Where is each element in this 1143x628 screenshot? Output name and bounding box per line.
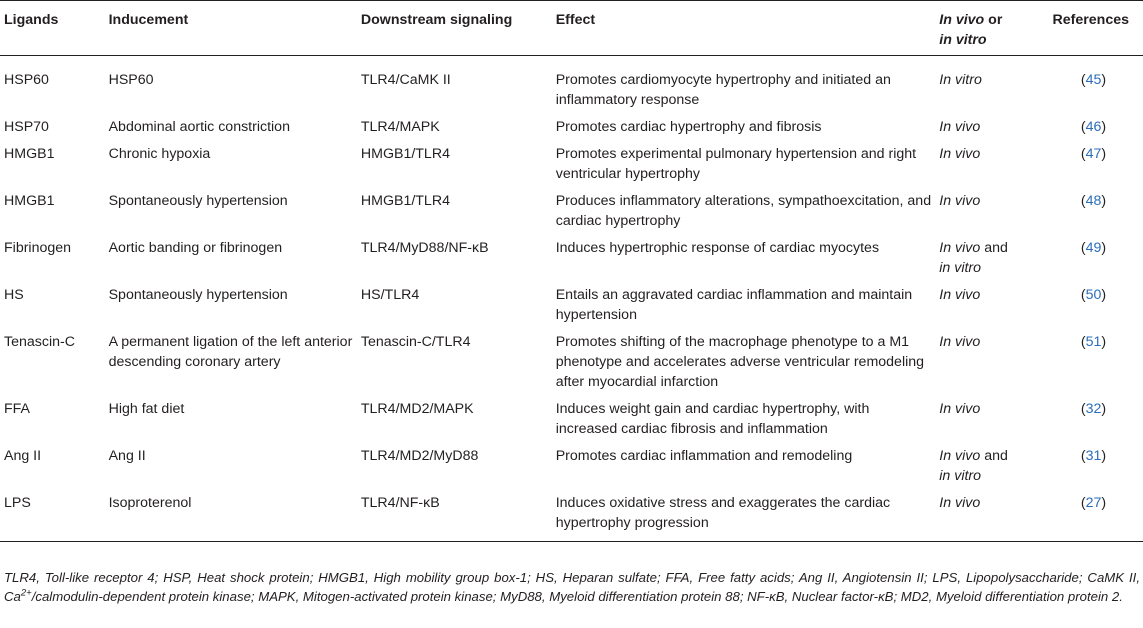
cell-reference — [1046, 140, 1143, 187]
cell-downstream-signaling: HS/TLR4 — [360, 287, 420, 303]
header-or: or — [988, 12, 1003, 28]
cell-downstream-signaling: TLR4/MAPK — [360, 119, 440, 135]
cell-model-primary: In vivo — [939, 193, 981, 209]
reference-open-paren: ( — [1080, 72, 1086, 88]
cell-reference — [1046, 113, 1143, 140]
cell-effect: Induces hypertrophic response of cardiac myocytes — [555, 240, 880, 256]
reference-close-paren: ) — [1101, 495, 1107, 511]
cell-ligand: HSP60 — [4, 72, 49, 88]
cell-reference — [1046, 395, 1143, 442]
reference-open-paren: ( — [1080, 448, 1086, 464]
cell-effect: Produces inflammatory alterations, sympathoexcitation, and cardiac hypertrophy — [555, 193, 932, 229]
reference-close-paren: ) — [1101, 334, 1107, 350]
cell-model-primary: In vivo — [939, 287, 981, 303]
cell-model-primary: In vivo — [939, 448, 981, 464]
reference-link[interactable]: 48 — [1085, 193, 1102, 209]
table-row — [0, 187, 1143, 234]
cell-model-secondary: in vitro — [939, 260, 982, 276]
header-ligands: Ligands — [0, 1, 105, 56]
cell-ligand: Ang II — [4, 448, 42, 464]
cell-model — [935, 234, 1046, 281]
cell-model-primary: In vivo — [939, 401, 981, 417]
cell-model — [935, 187, 1046, 234]
cell-downstream-signaling: HMGB1/TLR4 — [360, 146, 450, 162]
reference-link[interactable]: 45 — [1085, 72, 1102, 88]
cell-model-primary: In vivo — [939, 119, 981, 135]
cell-model — [935, 56, 1046, 114]
reference-link[interactable]: 49 — [1085, 240, 1102, 256]
table-row — [0, 234, 1143, 281]
cell-downstream-signaling: TLR4/MyD88/NF-κB — [360, 240, 489, 256]
table-body — [0, 56, 1143, 542]
cell-reference — [1046, 442, 1143, 489]
reference-link[interactable]: 47 — [1085, 146, 1102, 162]
reference-close-paren: ) — [1101, 72, 1107, 88]
reference-close-paren: ) — [1101, 193, 1107, 209]
cell-inducement: High fat diet — [108, 401, 185, 417]
cell-reference — [1046, 56, 1143, 114]
cell-effect: Entails an aggravated cardiac inflammation and maintain hypertension — [555, 287, 913, 323]
cell-ligand: Tenascin-C — [4, 334, 75, 350]
cell-model — [935, 489, 1046, 542]
header-in-vitro: in vitro — [939, 32, 987, 48]
reference-open-paren: ( — [1080, 240, 1086, 256]
cell-downstream-signaling: TLR4/MD2/MAPK — [360, 401, 474, 417]
cell-effect: Promotes experimental pulmonary hypertension and right ventricular hypertrophy — [555, 146, 917, 182]
table-row — [0, 328, 1143, 395]
cell-model-primary: In vivo — [939, 334, 981, 350]
header-effect: Effect — [552, 1, 936, 56]
reference-open-paren: ( — [1080, 334, 1086, 350]
reference-open-paren: ( — [1080, 146, 1086, 162]
cell-effect: Promotes cardiomyocyte hypertrophy and initiated an inflammatory response — [555, 72, 891, 108]
cell-ligand: HMGB1 — [4, 146, 55, 162]
table-row — [0, 56, 1143, 114]
reference-link[interactable]: 51 — [1085, 334, 1102, 350]
cell-inducement: Abdominal aortic constriction — [108, 119, 290, 135]
cell-model-and: and — [984, 240, 1008, 256]
cell-effect: Promotes cardiac inflammation and remodeling — [555, 448, 853, 464]
cell-inducement: Chronic hypoxia — [108, 146, 211, 162]
reference-link[interactable]: 27 — [1085, 495, 1102, 511]
reference-link[interactable]: 50 — [1085, 287, 1102, 303]
reference-close-paren: ) — [1101, 240, 1107, 256]
cell-ligand: Fibrinogen — [4, 240, 72, 256]
cell-effect: Promotes shifting of the macrophage phenotype to a M1 phenotype and accelerates adverse ventricular remodeling after myocardial infarction — [555, 334, 925, 390]
cell-model — [935, 395, 1046, 442]
reference-close-paren: ) — [1101, 146, 1107, 162]
cell-ligand: FFA — [4, 401, 31, 417]
cell-model-and: and — [984, 448, 1008, 464]
header-in-vivo-in-vitro — [935, 1, 1046, 56]
cell-inducement: A permanent ligation of the left anterior descending coronary artery — [108, 334, 353, 370]
reference-open-paren: ( — [1080, 287, 1086, 303]
cell-downstream-signaling: TLR4/NF-κB — [357, 489, 552, 542]
header-references: References — [1046, 1, 1143, 56]
cell-effect: Promotes cardiac hypertrophy and fibrosis — [555, 119, 822, 135]
cell-model — [935, 328, 1046, 395]
table-row — [0, 442, 1143, 489]
cell-model — [935, 281, 1046, 328]
cell-downstream-signaling: TLR4/MD2/MyD88 — [360, 448, 479, 464]
cell-inducement: Spontaneously hypertension — [108, 193, 288, 209]
reference-open-paren: ( — [1080, 193, 1086, 209]
cell-reference — [1046, 234, 1143, 281]
reference-open-paren: ( — [1080, 401, 1086, 417]
reference-close-paren: ) — [1101, 287, 1107, 303]
cell-downstream-signaling: HMGB1/TLR4 — [360, 193, 450, 209]
reference-open-paren: ( — [1080, 119, 1086, 135]
cell-ligand: HSP70 — [4, 119, 49, 135]
cell-downstream-signaling: TLR4/CaMK II — [360, 72, 451, 88]
cell-effect: Induces weight gain and cardiac hypertrophy, with increased cardiac fibrosis and inflammation — [555, 401, 870, 437]
cell-model — [935, 140, 1046, 187]
table-header — [0, 1, 1143, 56]
header-downstream-signaling: Downstream signaling — [357, 1, 552, 56]
cell-reference — [1046, 328, 1143, 395]
table-row — [0, 281, 1143, 328]
table-row — [0, 489, 1143, 542]
cell-model-primary: In vivo — [939, 240, 981, 256]
cell-model-secondary: in vitro — [939, 468, 982, 484]
cell-inducement: Aortic banding or fibrinogen — [108, 240, 283, 256]
reference-link[interactable]: 46 — [1085, 119, 1102, 135]
table-row — [0, 395, 1143, 442]
cell-reference — [1046, 187, 1143, 234]
cell-inducement: Spontaneously hypertension — [108, 287, 288, 303]
reference-close-paren: ) — [1101, 448, 1107, 464]
cell-inducement: Ang II — [108, 448, 146, 464]
cell-model-primary: In vitro — [939, 72, 982, 88]
cell-downstream-signaling: Tenascin-C/TLR4 — [360, 334, 471, 350]
reference-link[interactable]: 32 — [1085, 401, 1102, 417]
cell-ligand: HMGB1 — [4, 193, 55, 209]
header-inducement: Inducement — [105, 1, 357, 56]
cell-reference — [1046, 489, 1143, 542]
footnote-superscript: 2+ — [20, 587, 32, 599]
table-row — [0, 113, 1143, 140]
table-footnote — [4, 569, 1140, 606]
cell-effect: Induces oxidative stress and exaggerates the cardiac hypertrophy progression — [552, 489, 936, 542]
reference-close-paren: ) — [1101, 401, 1107, 417]
footnote-text-2: /calmodulin-dependent protein kinase; MAPK, Mitogen-activated protein kinase; MyD88, Myeloid differentiation protein 88; NF-κB, Nuclear factor-κB; MD2, Myeloid differentiation protein 2. — [31, 588, 1123, 604]
cell-model — [935, 442, 1046, 489]
cell-model-primary: In vivo — [939, 146, 981, 162]
footnote-text-1: TLR4, Toll-like receptor 4; HSP, Heat shock protein; HMGB1, High mobility group box-1; HS, Heparan sulfate; FFA, Free fatty acids; Ang II, Angiotensin II; LPS, Lipopolysaccharide; CaMK II, Ca — [4, 570, 1140, 604]
cell-inducement: Isoproterenol — [105, 489, 357, 542]
cell-ligand: HS — [4, 287, 24, 303]
cell-reference — [1046, 281, 1143, 328]
cell-model-primary: In vivo — [939, 495, 981, 511]
reference-link[interactable]: 31 — [1085, 448, 1102, 464]
reference-close-paren: ) — [1101, 119, 1107, 135]
header-in-vivo: In vivo — [939, 12, 985, 28]
header-row — [0, 1, 1143, 56]
table-row — [0, 140, 1143, 187]
cell-model — [935, 113, 1046, 140]
reference-open-paren: ( — [1080, 495, 1086, 511]
cell-ligand: LPS — [0, 489, 105, 542]
cell-inducement: HSP60 — [108, 72, 154, 88]
